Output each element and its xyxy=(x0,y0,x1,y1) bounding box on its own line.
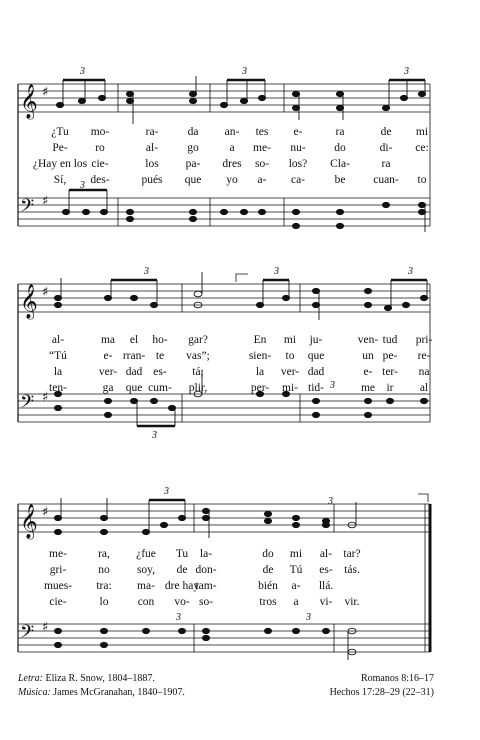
lyric-syllable: nu- xyxy=(290,142,306,154)
lyric-syllable: con xyxy=(137,596,155,608)
lyric-syllable: ter- xyxy=(382,366,398,378)
tuplet-number: 3 xyxy=(176,612,181,623)
lyric-syllable: tes xyxy=(255,126,269,138)
lyric-syllable: que xyxy=(125,382,143,394)
lyric-syllable: un xyxy=(362,350,374,362)
lyric-syllable: pa- xyxy=(185,158,201,170)
lyric-syllable: ir xyxy=(386,382,394,394)
lyric-syllable: ra xyxy=(335,126,345,138)
lyric-syllable: an- xyxy=(224,126,240,138)
lyric-syllable: Pe- xyxy=(52,142,68,154)
svg-text:♯: ♯ xyxy=(42,620,49,635)
svg-text:𝄢: 𝄢 xyxy=(20,392,35,417)
lyric-verse-4 xyxy=(0,174,480,192)
lyric-syllable: me- xyxy=(253,142,271,154)
tuplet-number: 3 xyxy=(274,266,279,277)
tuplet-number: 3 xyxy=(164,486,169,497)
lyric-verse-4 xyxy=(0,596,480,614)
lyric-syllable: que xyxy=(184,174,202,186)
lyric-syllable: lo xyxy=(99,596,109,608)
lyric-syllable: es- xyxy=(319,564,333,576)
lyric-syllable: tra: xyxy=(96,580,112,592)
lyric-syllable: mi xyxy=(283,334,297,346)
lyric-syllable: los? xyxy=(288,158,308,170)
lyric-syllable: ver- xyxy=(280,366,300,378)
tuplet-number: 3 xyxy=(152,430,157,441)
letra-label: Letra: xyxy=(18,673,43,684)
lyric-syllable: de xyxy=(262,564,274,576)
lyric-syllable: des- xyxy=(90,174,110,186)
lyric-syllable: el xyxy=(129,334,139,346)
lyric-syllable: ga xyxy=(102,382,114,394)
lyric-verse-4 xyxy=(0,382,480,400)
lyric-syllable: al- xyxy=(319,548,333,560)
tuplet-number: 3 xyxy=(328,496,333,507)
lyric-syllable: ra xyxy=(381,158,391,170)
lyric-syllable: de xyxy=(176,564,188,576)
lyric-syllable: plir, xyxy=(188,382,208,394)
lyric-syllable: ce: xyxy=(415,142,429,154)
lyric-syllable: sien- xyxy=(248,350,272,362)
lyric-syllable: do xyxy=(262,548,274,560)
lyric-syllable: ho- xyxy=(152,334,168,346)
lyric-syllable: ma xyxy=(100,334,116,346)
lyric-syllable: la- xyxy=(199,548,213,560)
lyric-syllable: per- xyxy=(250,382,270,394)
lyric-syllable: to xyxy=(285,350,295,362)
musica-value: James McGranahan, 1840–1907. xyxy=(53,687,185,698)
lyric-syllable: so- xyxy=(254,158,270,170)
lyric-syllable: Tu xyxy=(175,548,189,560)
tuplet-number: 3 xyxy=(330,380,335,391)
lyric-syllable: de xyxy=(380,126,392,138)
lyric-syllable: En xyxy=(253,334,267,346)
lyric-syllable: dres xyxy=(222,158,242,170)
lyric-syllable: yo xyxy=(226,174,238,186)
scripture-reference: Hechos 17:28–29 (22–31) xyxy=(329,687,434,698)
lyric-syllable: tá; xyxy=(192,366,204,378)
scripture-reference: Romanos 8:16–17 xyxy=(360,673,434,684)
lyric-syllable: “Tú xyxy=(49,350,67,362)
lyric-syllable: me xyxy=(360,382,376,394)
lyric-syllable: mi- xyxy=(282,382,298,394)
tuplet-number: 3 xyxy=(408,266,413,277)
tuplet-number: 3 xyxy=(144,266,149,277)
lyric-syllable: gar? xyxy=(188,334,208,346)
lyric-syllable: soy, xyxy=(136,564,156,576)
lyric-syllable: vo- xyxy=(174,596,190,608)
lyric-syllable: dad xyxy=(307,366,325,378)
lyric-syllable: a xyxy=(229,142,235,154)
lyric-syllable: na xyxy=(418,366,430,378)
lyric-syllable: vas”; xyxy=(186,350,210,362)
lyric-syllable: ven- xyxy=(357,334,379,346)
lyric-syllable: al- xyxy=(51,334,65,346)
svg-text:𝄞: 𝄞 xyxy=(20,284,38,319)
tuplet-number: 3 xyxy=(80,180,85,191)
lyric-syllable: ver- xyxy=(98,366,118,378)
lyric-syllable: los xyxy=(145,158,159,170)
lyric-syllable: ¿Tu xyxy=(51,126,69,138)
lyric-syllable: tás. xyxy=(344,564,360,576)
tuplet-number: 3 xyxy=(404,66,409,77)
lyric-syllable: dad xyxy=(125,366,143,378)
lyric-syllable: tam- xyxy=(195,580,217,592)
lyric-syllable: tud xyxy=(382,334,398,346)
lyric-syllable: cum- xyxy=(148,382,172,394)
lyric-syllable: la xyxy=(53,366,63,378)
lyric-syllable: e- xyxy=(103,350,113,362)
lyric-syllable: cie- xyxy=(49,596,67,608)
lyric-syllable: pe- xyxy=(382,350,398,362)
credits-references xyxy=(330,672,434,700)
lyric-syllable: vi- xyxy=(319,596,333,608)
lyric-syllable: al- xyxy=(145,142,159,154)
lyric-syllable: cie- xyxy=(91,158,109,170)
lyric-syllable: gri- xyxy=(49,564,67,576)
lyric-syllable: cuan- xyxy=(373,174,399,186)
lyric-syllable: ro xyxy=(95,142,105,154)
lyric-syllable: tid- xyxy=(308,382,324,394)
lyric-syllable: bién xyxy=(258,580,278,592)
lyric-syllable: so- xyxy=(198,596,214,608)
svg-text:♯: ♯ xyxy=(42,194,49,209)
credits-authors xyxy=(18,672,185,700)
letra-value: Eliza R. Snow, 1804–1887. xyxy=(45,673,155,684)
tuplet-number: 3 xyxy=(306,612,311,623)
svg-text:𝄢: 𝄢 xyxy=(20,622,35,647)
lyric-syllable: to xyxy=(417,174,427,186)
lyric-syllable: da xyxy=(187,126,199,138)
lyric-syllable: ma- xyxy=(137,580,155,592)
lyric-syllable: vir. xyxy=(344,596,360,608)
svg-text:♯: ♯ xyxy=(42,285,49,300)
lyric-syllable: do xyxy=(334,142,346,154)
lyric-syllable: dre hay xyxy=(164,580,200,592)
lyric-syllable: e- xyxy=(293,126,303,138)
lyric-syllable: mo- xyxy=(90,126,110,138)
lyric-syllable: llá. xyxy=(318,580,334,592)
lyric-syllable: que xyxy=(307,350,325,362)
svg-text:♯: ♯ xyxy=(42,505,49,520)
tuplet-number: 3 xyxy=(242,66,247,77)
lyric-syllable: ¿Hay en los xyxy=(32,158,88,170)
svg-text:♯: ♯ xyxy=(42,85,49,100)
lyric-syllable: go xyxy=(187,142,199,154)
lyric-syllable: Sí, xyxy=(53,174,67,186)
lyric-syllable: di- xyxy=(379,142,393,154)
lyric-syllable: ten- xyxy=(49,382,67,394)
lyric-syllable: al xyxy=(419,382,429,394)
lyric-syllable: me- xyxy=(49,548,67,560)
svg-text:𝄞: 𝄞 xyxy=(20,84,38,119)
music-staff-system-1 xyxy=(0,0,480,240)
lyric-syllable: ra, xyxy=(98,548,110,560)
lyric-syllable: es- xyxy=(153,366,167,378)
lyric-syllable: don- xyxy=(195,564,217,576)
lyric-syllable: pri- xyxy=(415,334,433,346)
svg-text:𝄞: 𝄞 xyxy=(20,504,38,539)
lyric-syllable: a- xyxy=(257,174,267,186)
tuplet-number: 3 xyxy=(80,66,85,77)
lyric-syllable: re- xyxy=(417,350,431,362)
lyric-syllable: ra- xyxy=(145,126,159,138)
lyric-syllable: pués xyxy=(141,174,163,186)
lyric-syllable: rran- xyxy=(122,350,146,362)
lyric-syllable: ca- xyxy=(290,174,306,186)
lyric-syllable: ju- xyxy=(309,334,323,346)
lyric-syllable: no xyxy=(98,564,110,576)
svg-text:♯: ♯ xyxy=(42,390,49,405)
lyric-syllable: ¿fue xyxy=(136,548,156,560)
lyric-syllable: Cla- xyxy=(330,158,350,170)
svg-text:𝄢: 𝄢 xyxy=(20,196,35,221)
lyric-syllable: mi xyxy=(289,548,303,560)
lyric-syllable: tros xyxy=(259,596,277,608)
musica-label: Música: xyxy=(18,687,51,698)
lyric-syllable: a- xyxy=(291,580,301,592)
lyric-syllable: a xyxy=(293,596,299,608)
lyric-syllable: e- xyxy=(363,366,373,378)
lyric-syllable: mues- xyxy=(43,580,73,592)
lyric-syllable: tar? xyxy=(343,548,361,560)
lyric-syllable: la xyxy=(255,366,265,378)
lyric-syllable: mi xyxy=(415,126,429,138)
lyric-syllable: te xyxy=(155,350,165,362)
lyric-syllable: be xyxy=(334,174,346,186)
lyric-syllable: Tú xyxy=(289,564,303,576)
